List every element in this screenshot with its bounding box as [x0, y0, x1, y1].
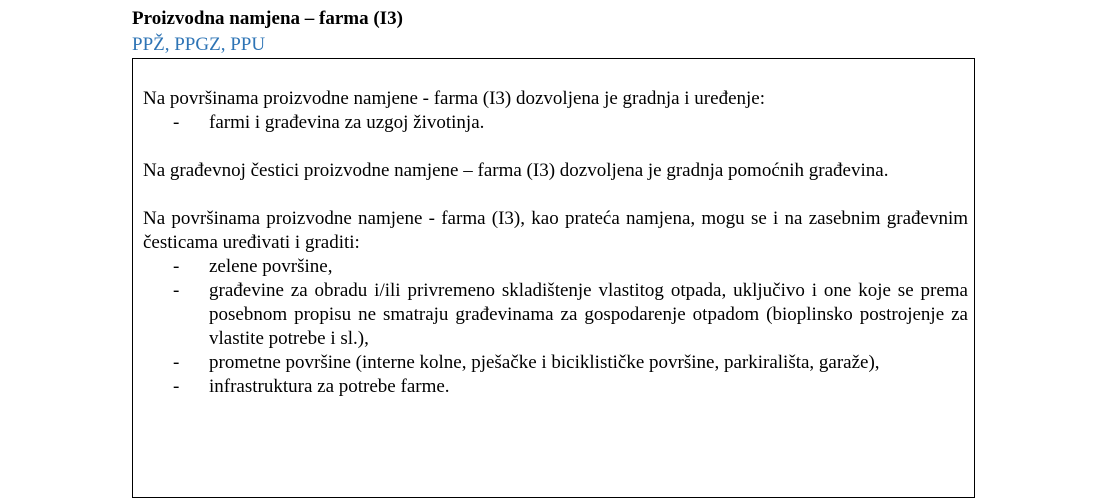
dash-bullet: -	[173, 376, 180, 397]
regulation-box	[132, 58, 975, 498]
dash-bullet: -	[173, 280, 180, 301]
list-item	[143, 111, 968, 135]
list-item-text: zelene površine,	[209, 256, 333, 277]
dash-bullet: -	[173, 352, 180, 373]
regulation-content	[143, 87, 968, 423]
paragraph-auxiliary-buildings: Na građevnoj čestici proizvodne namjene – farma (I3) dozvoljena je gradnja pomoćnih građevina.	[143, 160, 889, 181]
list-item-text: infrastruktura za potrebe farme.	[209, 376, 450, 397]
list-item	[143, 255, 968, 279]
list-item	[143, 375, 968, 399]
list-item-text: građevine za obradu i/ili privremeno skladištenje vlastitog otpada, uključivo i one koje se prema posebnom propisu ne smatraju građevinama za gospodarenje otpadom (bioplinsko postrojenje za vlastite potrebe i sl.),	[209, 280, 968, 349]
dash-bullet: -	[173, 112, 180, 133]
list-item-text: prometne površine (interne kolne, pješačke i biciklističke površine, parkirališta, garaže),	[209, 352, 880, 373]
paragraph-allowed-construction: Na površinama proizvodne namjene - farma (I3) dozvoljena je gradnja i uređenje:	[143, 88, 765, 109]
dash-bullet: -	[173, 256, 180, 277]
allowed-construction-list	[143, 111, 968, 135]
list-item	[143, 351, 968, 375]
section-title: Proizvodna namjena – farma (I3)	[132, 8, 403, 29]
accompanying-use-list	[143, 255, 968, 399]
plan-codes: PPŽ, PPGZ, PPU	[132, 34, 266, 55]
list-item-text: farmi i građevina za uzgoj životinja.	[209, 112, 485, 133]
paragraph-accompanying-use: Na površinama proizvodne namjene - farma (I3), kao prateća namjena, mogu se i na zasebnim građevnim česticama uređivati i graditi:	[143, 208, 968, 253]
list-item	[143, 279, 968, 351]
